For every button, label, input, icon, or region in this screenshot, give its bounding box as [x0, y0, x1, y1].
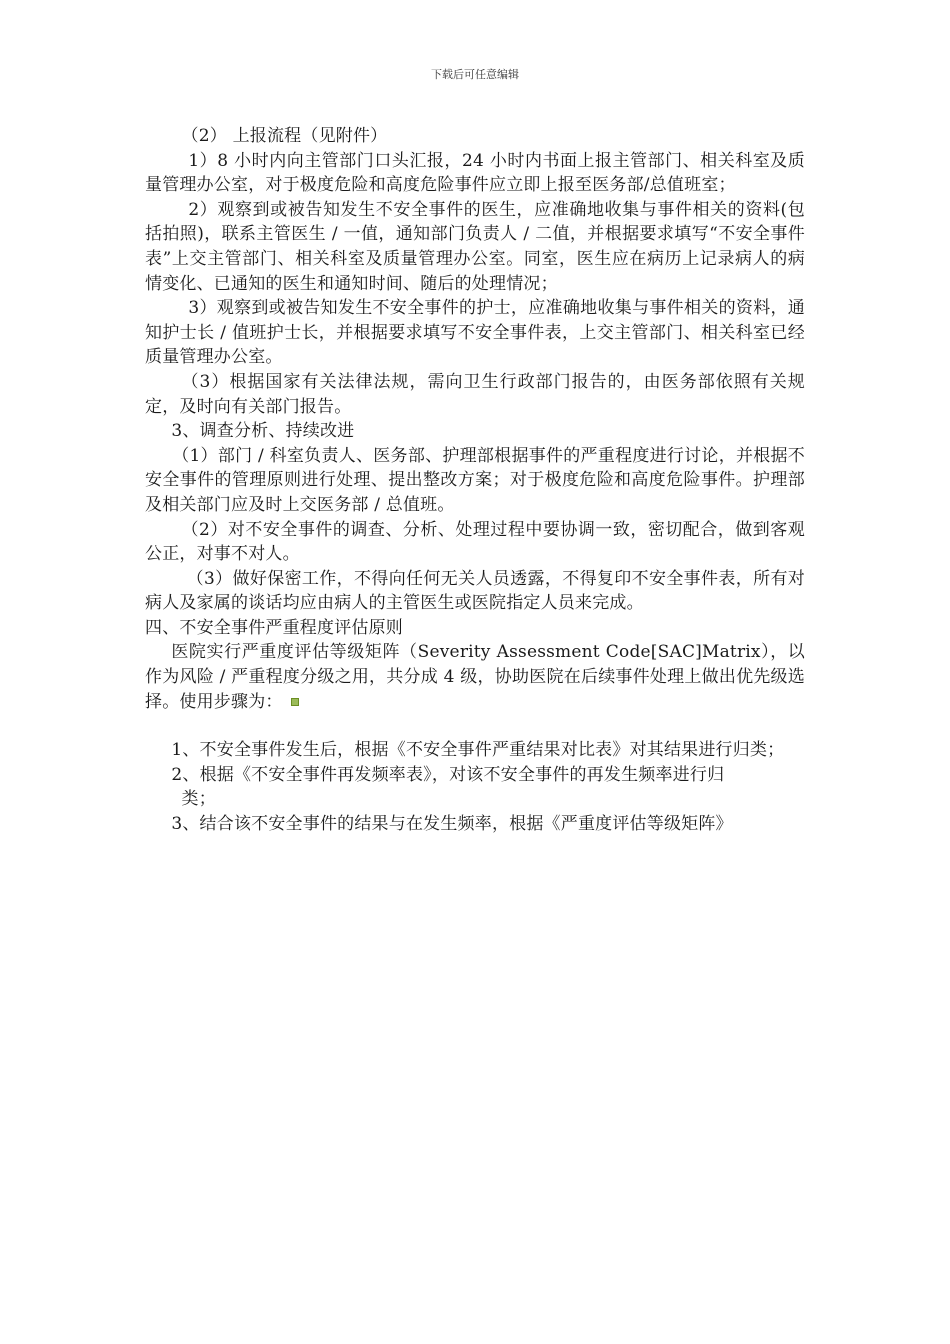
paragraph-report-process: （2） 上报流程（见附件） [181, 126, 388, 146]
paragraph-investigation-3: （3）做好保密工作，不得向任何无关人员透露，不得复印不安全事件表，所有对病人及家属的谈话均应由病人的主管医生或医院指定人员来完成。 [145, 568, 805, 614]
page-header: 下载后可任意编辑 [431, 68, 519, 81]
document-body [145, 124, 805, 837]
spacer [145, 714, 805, 738]
section-heading-severity: 四、不安全事件严重程度评估原则 [145, 617, 403, 638]
usage-step-2-line-2: 类； [181, 789, 216, 810]
paragraph-legal-report: （3）根据国家有关法律法规，需向卫生行政部门报告的，由医务部依照有关规定，及时向有关部门报告。 [145, 371, 805, 417]
paragraph-report-step-2: 2）观察到或被告知发生不安全事件的医生，应准确地收集与事件相关的资料(包括拍照)，联系主管医生 / 一值，通知部门负责人 / 二值，并根据要求填写“不安全事件表”上交主管部门、相关科室及质量管理办公室。同室，医生应在病历上记录病人的病情变化、已通知的医生和通知时间、随后的处理情况； [145, 199, 805, 294]
paragraph-sac-matrix [145, 640, 805, 714]
paragraph-usage-step-2 [145, 763, 805, 812]
paragraph-report-step-3: 3）观察到或被告知发生不安全事件的护士，应准确地收集与事件相关的资料，通知护士长 / 值班护士长，并根据要求填写不安全事件表，上交主管部门、相关科室已经质量管理办公室。 [145, 298, 805, 368]
anchor-marker-icon [291, 698, 299, 706]
paragraph-report-step-1: 1）8 小时内向主管部门口头汇报，24 小时内书面上报主管部门、相关科室及质量管理办公室，对于极度危险和高度危险事件应立即上报至医务部/总值班室； [145, 150, 805, 196]
usage-step-2-line-1: 2、根据《不安全事件再发频率表》，对该不安全事件的再发生频率进行归 [171, 764, 725, 785]
paragraph-usage-step-3: 3、结合该不安全事件的结果与在发生频率，根据《严重度评估等级矩阵》 [171, 814, 733, 835]
paragraph-usage-step-1: 1、不安全事件发生后，根据《不安全事件严重结果对比表》对其结果进行归类； [171, 740, 785, 761]
paragraph-investigation-2: （2）对不安全事件的调查、分析、处理过程中要协调一致，密切配合，做到客观公正，对事不对人。 [145, 519, 805, 565]
section-heading-investigation: 3、调查分析、持续改进 [171, 421, 355, 442]
sac-matrix-text: 医院实行严重度评估等级矩阵（Severity Assessment Code[SAC]Matrix），以作为风险 / 严重程度分级之用，共分成 4 级，协助医院在后续事件处理上做出优先级选择。使用步骤为： [145, 642, 805, 712]
paragraph-investigation-1: （1）部门 / 科室负责人、医务部、护理部根据事件的严重程度进行讨论，并根据不安全事件的管理原则进行处理、提出整改方案；对于极度危险和高度危险事件。护理部及相关部门应及时上交医务部 / 总值班。 [145, 445, 805, 515]
